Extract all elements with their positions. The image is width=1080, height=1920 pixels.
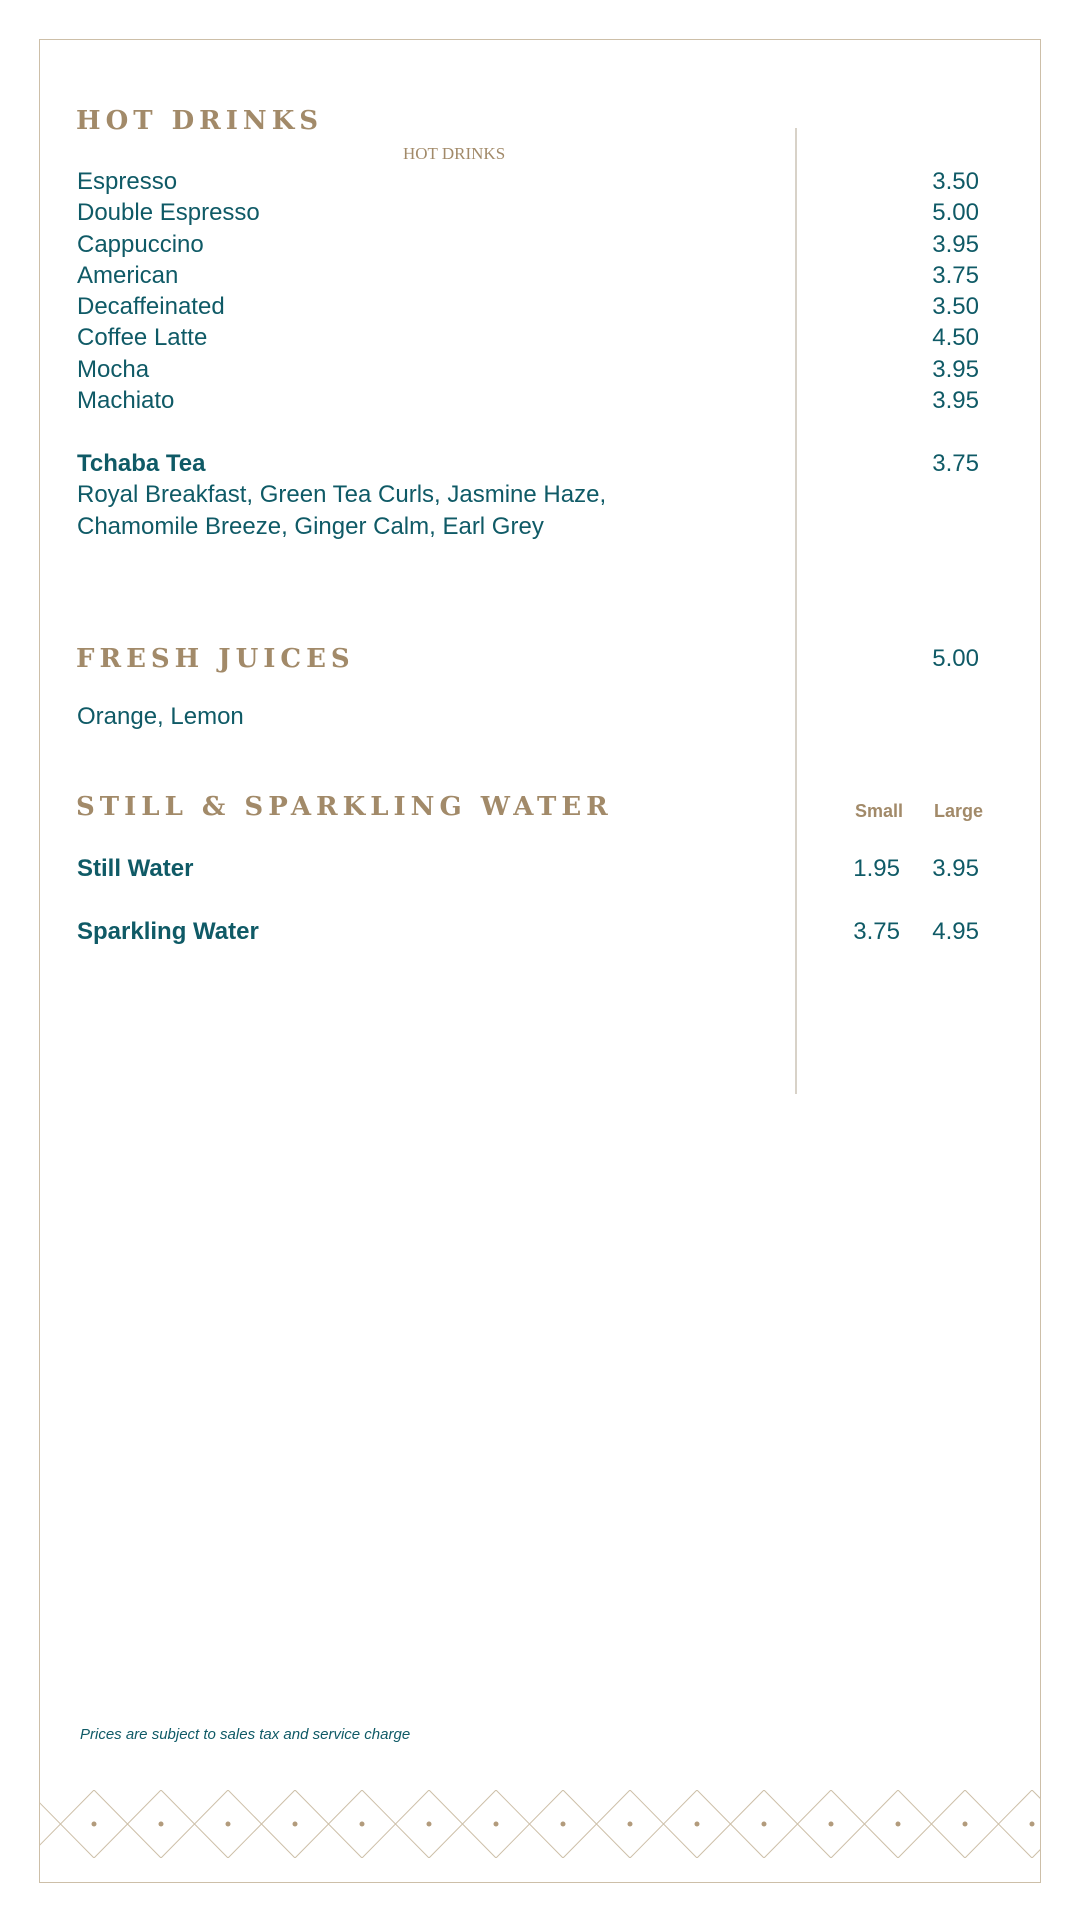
menu-item-sparkling-water: Sparkling Water bbox=[77, 918, 259, 945]
price-coffee-latte: 4.50 bbox=[932, 324, 979, 351]
diamond-dot bbox=[829, 1822, 834, 1827]
diamond-dot bbox=[159, 1822, 164, 1827]
tea-flavors-line-2: Chamomile Breeze, Ginger Calm, Earl Grey bbox=[77, 513, 544, 540]
menu-item-machiato: Machiato bbox=[77, 387, 175, 414]
diamond-lattice-segment bbox=[697, 1790, 764, 1858]
diamond-dot bbox=[695, 1822, 700, 1827]
diamond-lattice-segment bbox=[362, 1790, 429, 1858]
diamond-dot bbox=[1030, 1822, 1035, 1827]
diamond-dot bbox=[762, 1822, 767, 1827]
diamond-dot bbox=[226, 1822, 231, 1827]
diamond-lattice-segment bbox=[831, 1790, 898, 1858]
menu-item-still-water: Still Water bbox=[77, 855, 194, 882]
menu-item-espresso: Espresso bbox=[77, 168, 178, 195]
column-header-large: Large bbox=[933, 801, 983, 821]
diamond-lattice-segment bbox=[965, 1790, 1032, 1858]
menu-item-decaffeinated: Decaffeinated bbox=[77, 293, 225, 320]
menu-item-coffee-latte: Coffee Latte bbox=[77, 324, 208, 351]
diamond-dot bbox=[427, 1822, 432, 1827]
price-decaffeinated: 3.50 bbox=[932, 293, 979, 320]
juice-options: Orange, Lemon bbox=[77, 703, 244, 730]
decorative-diamond-pattern bbox=[40, 1790, 1040, 1858]
price-machiato: 3.95 bbox=[932, 387, 979, 414]
diamond-dot bbox=[494, 1822, 499, 1827]
tax-footnote: Prices are subject to sales tax and service charge bbox=[80, 1726, 411, 1743]
price-cappuccino: 3.95 bbox=[932, 231, 979, 258]
menu-item-cappuccino: Cappuccino bbox=[77, 231, 204, 258]
column-header-small: Small bbox=[854, 801, 903, 821]
price-fresh-juices: 5.00 bbox=[932, 645, 979, 672]
diamond-dot bbox=[360, 1822, 365, 1827]
water-heading: STILL & SPARKLING WATER bbox=[76, 792, 613, 822]
diamond-dot bbox=[896, 1822, 901, 1827]
menu-item-american: American bbox=[77, 262, 179, 289]
menu-item-mocha: Mocha bbox=[77, 356, 150, 383]
fresh-juices-heading: FRESH JUICES bbox=[76, 644, 355, 674]
diamond-lattice-segment bbox=[295, 1790, 362, 1858]
diamond-lattice-segment bbox=[898, 1790, 965, 1858]
column-divider bbox=[795, 128, 797, 1094]
menu-item-tchaba-tea: Tchaba Tea bbox=[77, 450, 206, 477]
diamond-lattice-segment bbox=[429, 1790, 496, 1858]
diamond-dot bbox=[92, 1822, 97, 1827]
price-mocha: 3.95 bbox=[932, 356, 979, 383]
menu-item-double-espresso: Double Espresso bbox=[77, 199, 260, 226]
diamond-lattice-segment bbox=[40, 1790, 94, 1858]
diamond-lattice-segment bbox=[764, 1790, 831, 1858]
price-american: 3.75 bbox=[932, 262, 979, 289]
tea-flavors-line-1: Royal Breakfast, Green Tea Curls, Jasmine Haze, bbox=[77, 481, 607, 508]
price-tchaba-tea: 3.75 bbox=[932, 450, 979, 477]
diamond-lattice-segment bbox=[161, 1790, 228, 1858]
diamond-lattice-segment bbox=[496, 1790, 563, 1858]
hot-drinks-subheading: HOT DRINKS bbox=[403, 144, 506, 163]
diamond-lattice-segment bbox=[228, 1790, 295, 1858]
diamond-lattice-segment bbox=[630, 1790, 697, 1858]
price-sparkling-water-large: 4.95 bbox=[932, 918, 979, 945]
price-still-water-large: 3.95 bbox=[932, 855, 979, 882]
diamond-dot bbox=[561, 1822, 566, 1827]
diamond-dot bbox=[293, 1822, 298, 1827]
diamond-lattice-segment bbox=[94, 1790, 161, 1858]
diamond-lattice-segment bbox=[563, 1790, 630, 1858]
hot-drinks-heading: HOT DRINKS bbox=[76, 106, 324, 136]
price-double-espresso: 5.00 bbox=[932, 199, 979, 226]
diamond-dot bbox=[628, 1822, 633, 1827]
price-sparkling-water-small: 3.75 bbox=[853, 918, 900, 945]
price-espresso: 3.50 bbox=[932, 168, 979, 195]
price-still-water-small: 1.95 bbox=[853, 855, 900, 882]
diamond-dot bbox=[963, 1822, 968, 1827]
